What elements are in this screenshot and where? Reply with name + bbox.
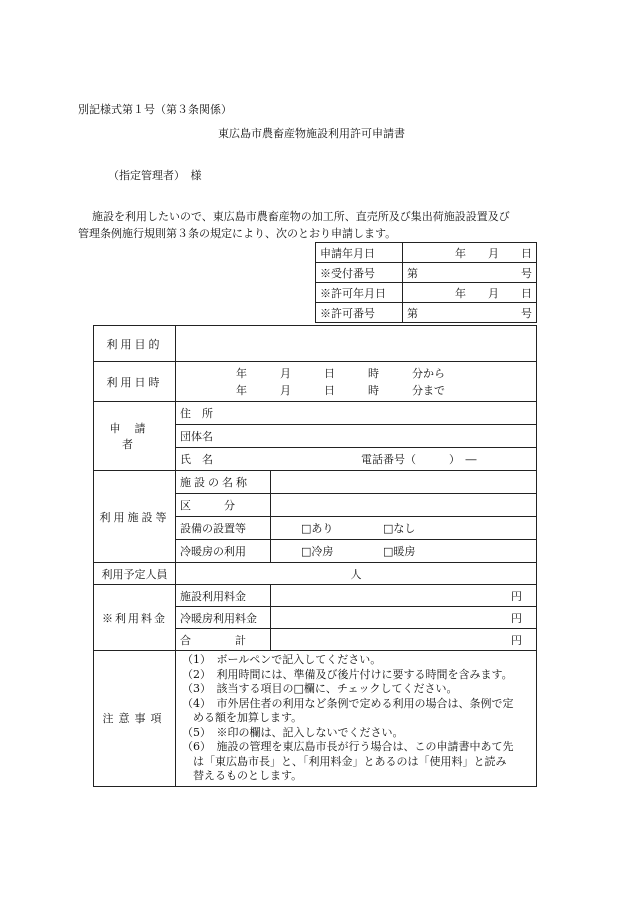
- people-field[interactable]: [176, 563, 537, 585]
- datetime-label: 利用日時: [94, 362, 176, 402]
- group-field[interactable]: 団体名: [176, 425, 537, 448]
- people-row: [94, 563, 537, 585]
- equipment-yes-checkbox[interactable]: □あり: [301, 522, 334, 535]
- datetime-row: [94, 362, 537, 402]
- facility-fee-row: [94, 585, 537, 607]
- receipt-number-field: 第 号: [403, 263, 537, 283]
- form-number: 別記様式第１号（第３条関係）: [78, 103, 232, 116]
- addressee: （指定管理者） 様: [108, 169, 202, 182]
- purpose-row: [94, 326, 537, 362]
- receipt-number-row: [316, 263, 537, 283]
- datetime-from: 年 月 日 時 分から: [236, 366, 445, 380]
- people-unit: 人: [350, 567, 362, 581]
- intro-line-1: 施設を利用したいので、東広島市農畜産物の加工所、直売所及び集出荷施設設置及び: [92, 210, 510, 223]
- notes-label: 注意事項: [94, 651, 176, 787]
- permit-date-field: 年 月 日: [403, 283, 537, 303]
- facility-name-row: [94, 471, 537, 494]
- total-fee-field: 円: [271, 629, 537, 651]
- note-item: （2） 利用時間には、準備及び後片付けに要する時間を含みます。: [182, 667, 513, 681]
- permit-date-label: ※許可年月日: [316, 283, 403, 303]
- permit-number-field: 第 号: [403, 303, 537, 323]
- aircon-fee-label: 冷暖房利用料金: [176, 607, 271, 629]
- facility-name-label: 施設の名称: [176, 471, 271, 494]
- equipment-label: 設備の設置等: [176, 517, 271, 540]
- purpose-label: 利用目的: [94, 326, 176, 362]
- intro-line-2: 管理条例施行規則第３条の規定により、次のとおり申請します。: [78, 227, 397, 240]
- datetime-field[interactable]: [176, 362, 537, 402]
- application-table: [93, 325, 537, 787]
- form-title: 東広島市農畜産物施設利用許可申請書: [218, 127, 405, 140]
- aircon-heat-checkbox[interactable]: □暖房: [383, 545, 416, 558]
- equipment-no-checkbox[interactable]: □なし: [383, 522, 416, 535]
- aircon-field: [271, 540, 537, 563]
- equipment-field: [271, 517, 537, 540]
- total-label: 合 計: [176, 629, 271, 651]
- permit-number-row: [316, 303, 537, 323]
- facility-label: 利用施設等: [94, 471, 176, 563]
- note-item: （4） 市外居住者の利用など条例で定める利用の場合は、条例で定: [182, 696, 514, 710]
- fee-label: ※利用料金: [94, 585, 176, 651]
- phone-label: 電話番号（ ） ―: [361, 453, 477, 466]
- application-date-row: [316, 243, 537, 263]
- category-field[interactable]: [271, 494, 537, 517]
- aircon-cool-checkbox[interactable]: □冷房: [301, 545, 334, 558]
- facility-fee-label: 施設利用料金: [176, 585, 271, 607]
- application-date-field[interactable]: 年 月 日: [403, 243, 537, 263]
- address-field[interactable]: 住 所: [176, 402, 537, 425]
- category-label: 区 分: [176, 494, 271, 517]
- note-item: （1） ボールペンで記入してください。: [182, 653, 382, 666]
- note-item: （3） 該当する項目の□欄に、チェックしてください。: [182, 682, 458, 695]
- aircon-fee-field: 円: [271, 607, 537, 629]
- application-date-label: 申請年月日: [316, 243, 403, 263]
- note-item: は「東広島市長」と、「利用料金」とあるのは「使用料」と読み: [182, 754, 507, 768]
- note-item: （5） ※印の欄は、記入しないでください。: [182, 725, 404, 739]
- office-use-table: [315, 242, 537, 323]
- address-row: [94, 402, 537, 425]
- note-item: める額を加算します。: [182, 711, 303, 724]
- facility-fee-field: 円: [271, 585, 537, 607]
- facility-name-field[interactable]: [271, 471, 537, 494]
- people-label: 利用予定人員: [94, 563, 176, 585]
- aircon-label: 冷暖房の利用: [176, 540, 271, 563]
- receipt-number-label: ※受付番号: [316, 263, 403, 283]
- notes-list: [176, 651, 537, 787]
- datetime-to: 年 月 日 時 分まで: [236, 383, 445, 397]
- permit-number-label: ※許可番号: [316, 303, 403, 323]
- notes-row: [94, 651, 537, 787]
- note-item: 替えるものとします。: [182, 769, 303, 782]
- purpose-field[interactable]: [176, 326, 537, 362]
- permit-date-row: [316, 283, 537, 303]
- name-field[interactable]: 氏 名 電話番号（ ） ―: [176, 448, 537, 471]
- applicant-label: 申請者: [94, 402, 176, 471]
- note-item: （6） 施設の管理を東広島市長が行う場合は、この申請書中あて先: [182, 740, 514, 753]
